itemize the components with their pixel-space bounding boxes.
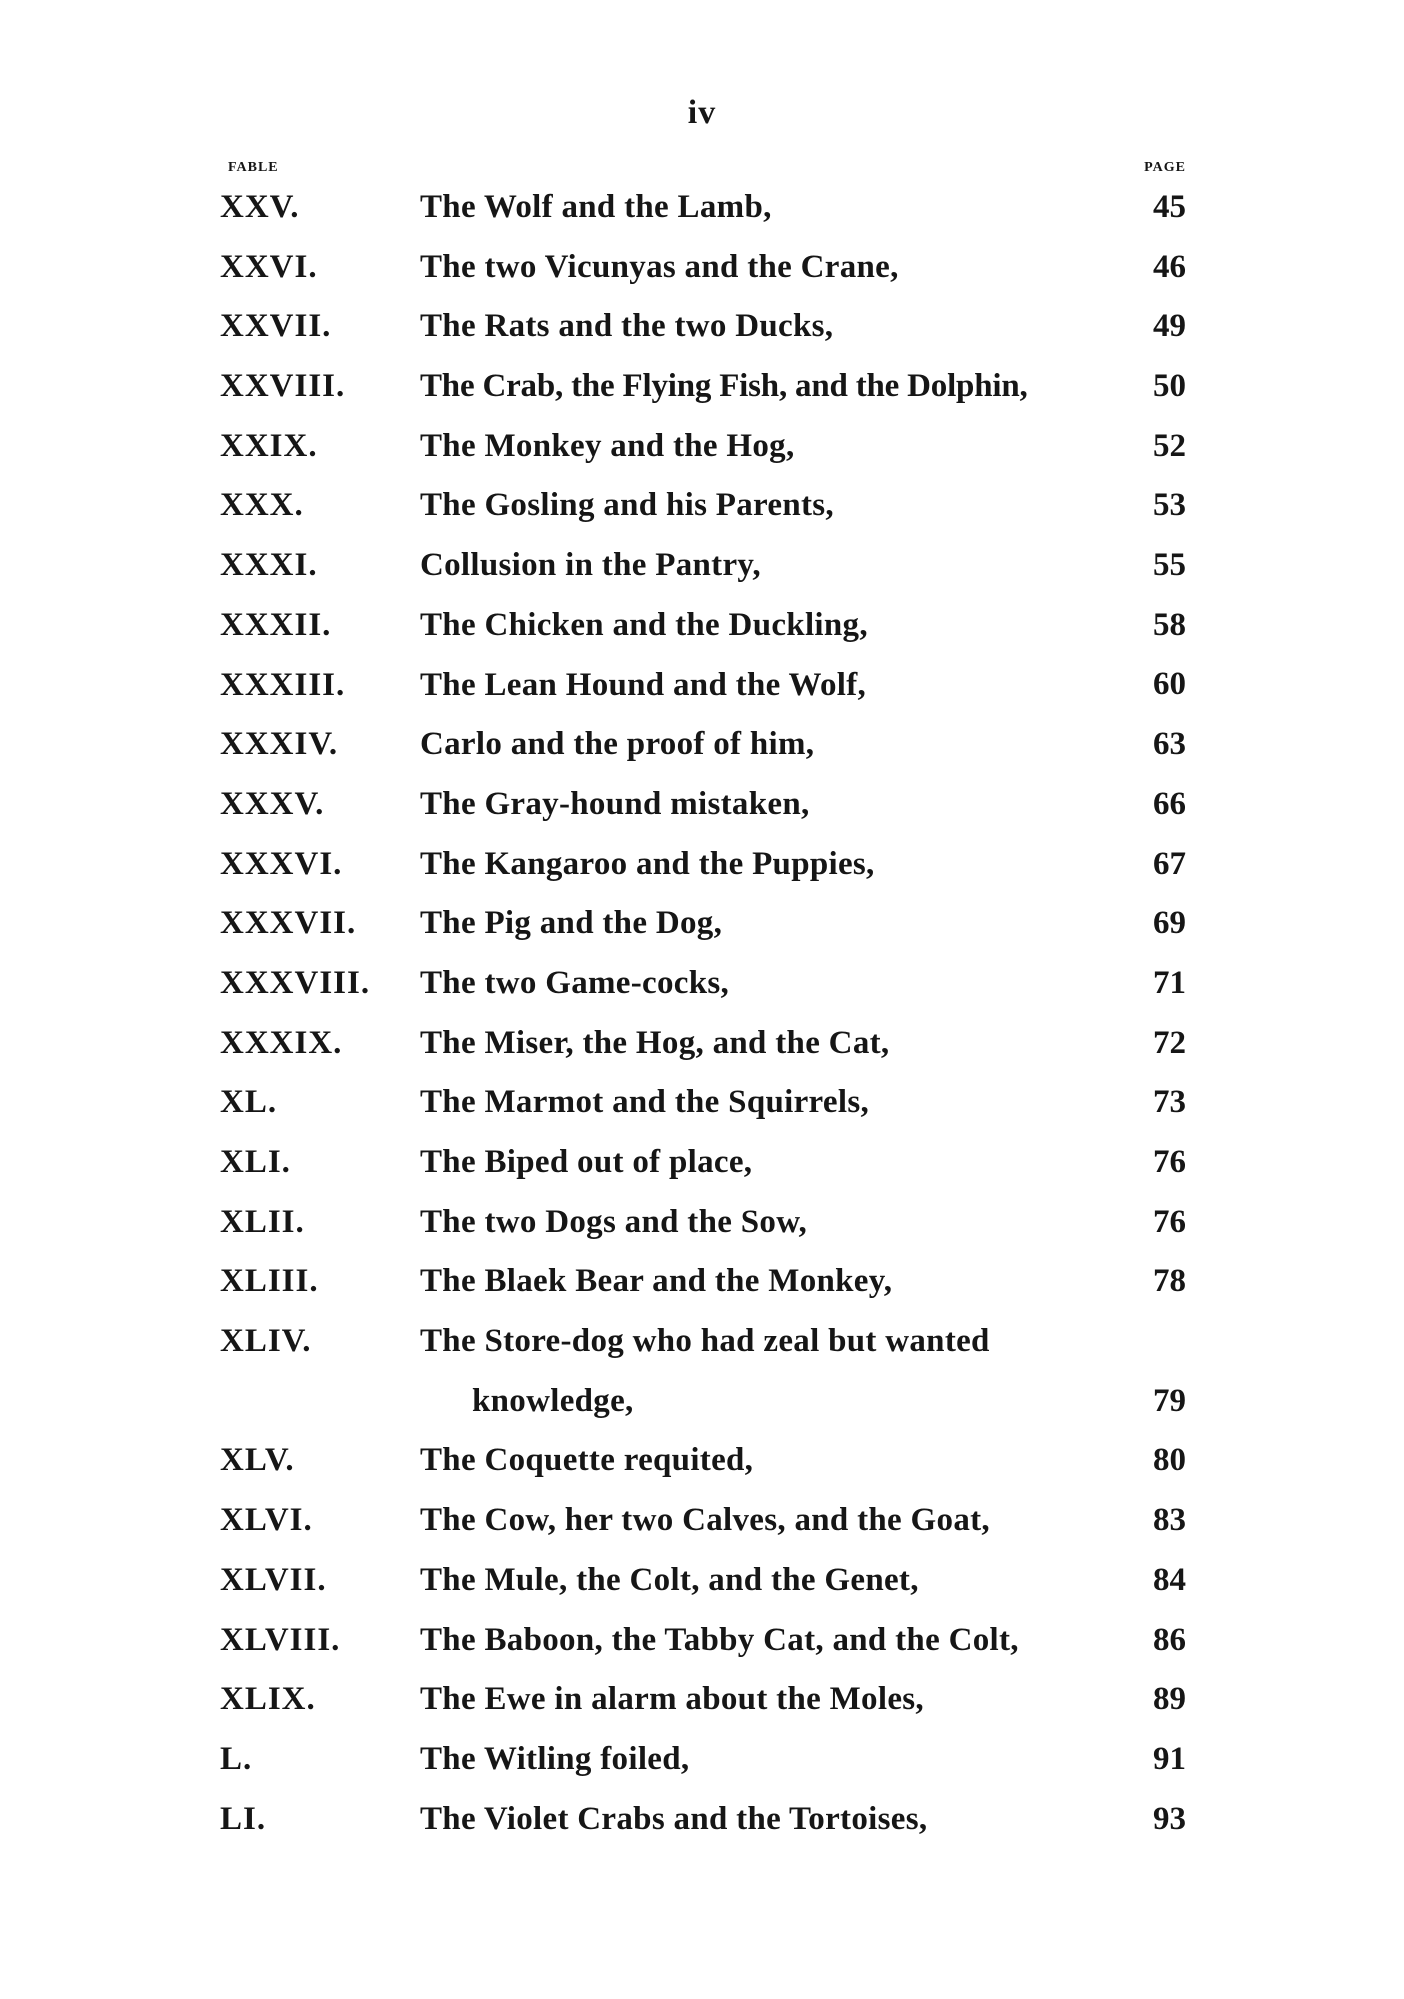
toc-entry bbox=[0, 1431, 1404, 1491]
page-ref: 83 bbox=[1153, 1502, 1186, 1539]
toc-entry bbox=[0, 656, 1404, 716]
fable-numeral: XXXIX. bbox=[220, 1024, 343, 1061]
fable-numeral: XLV. bbox=[220, 1442, 295, 1479]
fable-title: The Blaek Bear and the Monkey, bbox=[420, 1263, 893, 1300]
page-ref: 76 bbox=[1153, 1143, 1186, 1180]
fable-numeral: XXXVII. bbox=[220, 905, 357, 942]
page-ref: 93 bbox=[1153, 1800, 1186, 1837]
toc-entry bbox=[0, 1193, 1404, 1253]
fable-title-line: The Store-dog who had zeal but wanted bbox=[420, 1323, 990, 1360]
fable-title: The two Vicunyas and the Crane, bbox=[420, 248, 899, 285]
page-ref: 76 bbox=[1153, 1203, 1186, 1240]
fable-title: The Pig and the Dog, bbox=[420, 905, 723, 942]
page-ref: 78 bbox=[1153, 1263, 1186, 1300]
fable-numeral: XLVIII. bbox=[220, 1621, 341, 1658]
fable-title: The Marmot and the Squirrels, bbox=[420, 1084, 870, 1121]
toc-entry bbox=[0, 1014, 1404, 1074]
page-ref: 50 bbox=[1153, 368, 1186, 405]
page-ref: 71 bbox=[1153, 964, 1186, 1001]
fable-numeral: XXVII. bbox=[220, 308, 332, 345]
toc-entry bbox=[0, 1611, 1404, 1671]
toc-entry bbox=[0, 1551, 1404, 1611]
fable-numeral: L. bbox=[220, 1740, 253, 1777]
toc-entry bbox=[0, 1133, 1404, 1193]
fable-numeral: XXXIV. bbox=[220, 726, 339, 763]
fable-numeral: XL. bbox=[220, 1084, 278, 1121]
page-ref: 84 bbox=[1153, 1561, 1186, 1598]
toc-entry bbox=[0, 1252, 1404, 1312]
fable-title: The Biped out of place, bbox=[420, 1144, 753, 1180]
fable-title: The Chicken and the Duckling, bbox=[420, 606, 868, 643]
fable-title: The Coquette requited, bbox=[420, 1442, 754, 1479]
table-of-contents bbox=[0, 178, 1404, 1849]
fable-numeral: XLI. bbox=[220, 1144, 291, 1180]
page-column-header: PAGE bbox=[1144, 160, 1186, 175]
page-ref: 80 bbox=[1153, 1442, 1186, 1479]
page-ref: 52 bbox=[1153, 427, 1186, 464]
page-ref: 60 bbox=[1153, 666, 1186, 703]
page-ref: 79 bbox=[1153, 1382, 1186, 1419]
fable-title: Carlo and the proof of him, bbox=[420, 726, 815, 763]
page-ref: 58 bbox=[1153, 606, 1186, 643]
page-ref: 67 bbox=[1153, 845, 1186, 882]
fable-title: The Witling foiled, bbox=[420, 1740, 690, 1777]
toc-entry bbox=[0, 297, 1404, 357]
toc-entry bbox=[0, 1312, 1404, 1431]
fable-title: The Cow, her two Calves, and the Goat, bbox=[420, 1502, 990, 1539]
page-ref: 45 bbox=[1153, 188, 1186, 225]
fable-numeral: XXV. bbox=[220, 189, 300, 225]
toc-entry bbox=[0, 835, 1404, 895]
toc-entry bbox=[0, 417, 1404, 477]
page-ref: 86 bbox=[1153, 1621, 1186, 1658]
toc-entry bbox=[0, 357, 1404, 417]
toc-entry bbox=[0, 954, 1404, 1014]
fable-numeral: XLVII. bbox=[220, 1561, 327, 1598]
fable-title: The Wolf and the Lamb, bbox=[420, 189, 772, 225]
fable-numeral: LI. bbox=[220, 1800, 267, 1837]
fable-title bbox=[420, 1312, 990, 1431]
fable-title: The two Game-cocks, bbox=[420, 964, 730, 1001]
fable-title: The Monkey and the Hog, bbox=[420, 427, 795, 464]
fable-title: The Baboon, the Tabby Cat, and the Colt, bbox=[420, 1621, 1019, 1658]
fable-numeral: XLII. bbox=[220, 1203, 305, 1240]
page-ref: 66 bbox=[1153, 785, 1186, 822]
fable-numeral: XXXVI. bbox=[220, 845, 343, 882]
toc-entry bbox=[0, 1073, 1404, 1133]
toc-entry bbox=[0, 596, 1404, 656]
page-ref: 89 bbox=[1153, 1681, 1186, 1718]
fable-numeral: XXXI. bbox=[220, 547, 318, 584]
fable-numeral: XLIII. bbox=[220, 1263, 319, 1300]
fable-numeral: XXXVIII. bbox=[220, 964, 371, 1001]
toc-entry bbox=[0, 1790, 1404, 1850]
fable-title: The Gray-hound mistaken, bbox=[420, 785, 810, 822]
page-ref: 63 bbox=[1153, 726, 1186, 763]
fable-numeral: XLIX. bbox=[220, 1681, 316, 1718]
fable-numeral: XXX. bbox=[220, 487, 304, 524]
page-ref: 69 bbox=[1153, 905, 1186, 942]
page-ref: 55 bbox=[1153, 547, 1186, 584]
toc-entry bbox=[0, 238, 1404, 298]
fable-numeral: XXIX. bbox=[220, 427, 318, 464]
fable-numeral: XXVI. bbox=[220, 248, 318, 285]
page-number: iv bbox=[687, 94, 717, 131]
fable-title: The two Dogs and the Sow, bbox=[420, 1203, 808, 1240]
fable-title: The Ewe in alarm about the Moles, bbox=[420, 1681, 924, 1718]
fable-numeral: XXXIII. bbox=[220, 666, 346, 703]
toc-entry bbox=[0, 1670, 1404, 1730]
fable-title-continuation: knowledge, bbox=[472, 1382, 634, 1419]
page-ref: 73 bbox=[1153, 1084, 1186, 1121]
toc-entry bbox=[0, 536, 1404, 596]
fable-numeral: XXXV. bbox=[220, 785, 325, 822]
fable-title: The Mule, the Colt, and the Genet, bbox=[420, 1561, 919, 1598]
fable-title: The Rats and the two Ducks, bbox=[420, 308, 834, 345]
page-ref: 72 bbox=[1153, 1024, 1186, 1061]
fable-numeral: XXXII. bbox=[220, 606, 332, 643]
fable-title: The Lean Hound and the Wolf, bbox=[420, 666, 867, 703]
fable-title: The Gosling and his Parents, bbox=[420, 487, 834, 524]
fable-numeral: XLIV. bbox=[220, 1323, 312, 1360]
toc-entry bbox=[0, 775, 1404, 835]
page-ref: 53 bbox=[1153, 487, 1186, 524]
fable-column-header: FABLE bbox=[228, 160, 279, 175]
toc-entry bbox=[0, 476, 1404, 536]
page-ref: 49 bbox=[1153, 308, 1186, 345]
fable-title: The Kangaroo and the Puppies, bbox=[420, 845, 875, 882]
fable-numeral: XLVI. bbox=[220, 1502, 313, 1539]
toc-entry bbox=[0, 894, 1404, 954]
fable-title: The Crab, the Flying Fish, and the Dolphin, bbox=[420, 368, 1028, 405]
toc-entry bbox=[0, 1491, 1404, 1551]
fable-title: The Miser, the Hog, and the Cat, bbox=[420, 1024, 890, 1061]
page-ref: 91 bbox=[1153, 1740, 1186, 1777]
toc-entry bbox=[0, 178, 1404, 238]
fable-numeral: XXVIII. bbox=[220, 368, 346, 405]
fable-title: Collusion in the Pantry, bbox=[420, 547, 761, 584]
fable-title: The Violet Crabs and the Tortoises, bbox=[420, 1800, 928, 1837]
toc-entry bbox=[0, 715, 1404, 775]
toc-entry bbox=[0, 1730, 1404, 1790]
page-ref: 46 bbox=[1153, 248, 1186, 285]
